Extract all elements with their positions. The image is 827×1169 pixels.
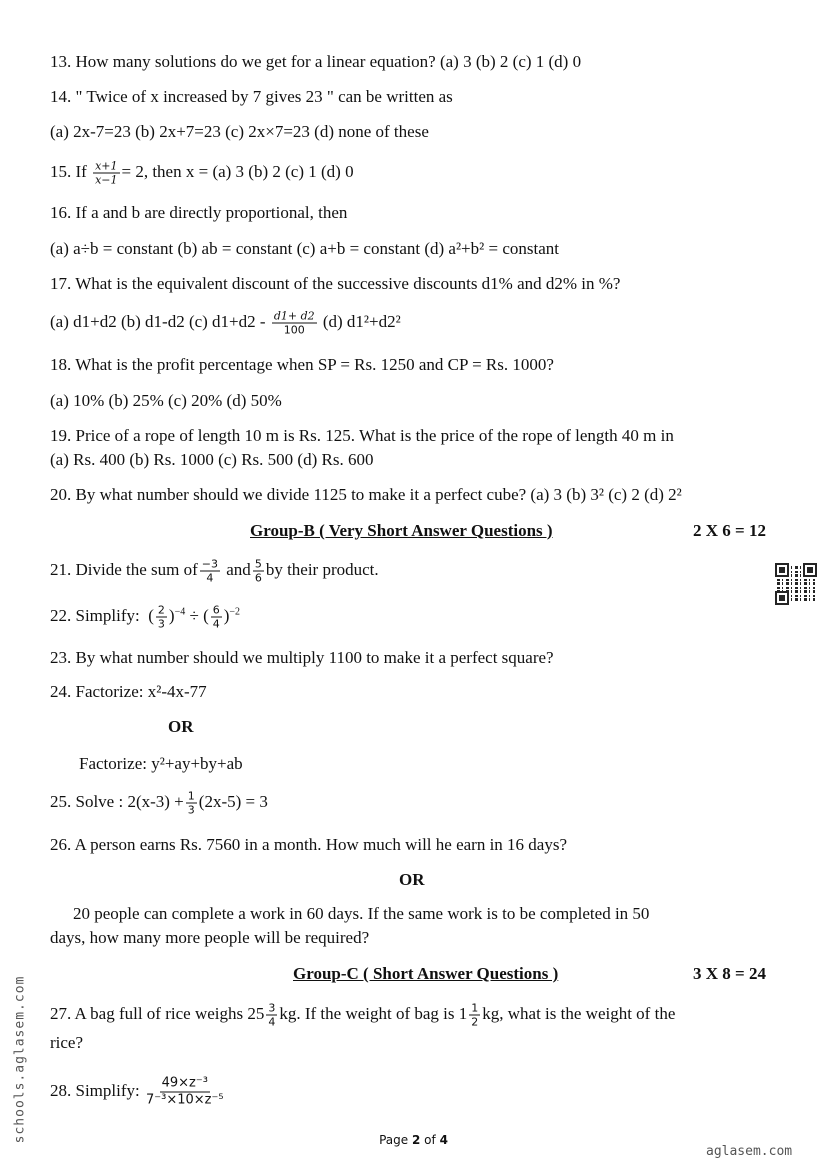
group-c-heading: Group-C ( Short Answer Questions ) [293, 964, 559, 983]
fraction: $\frac{d1+ d2}{100}$ [273, 309, 315, 337]
question-20: 20. By what number should we divide 1125 to make it a perfect cube? (a) 3 (b) 3² (c) 2 (d) 2² [50, 485, 682, 504]
question-26-alternative: 20 people can complete a work in 60 days. If the same work is to be completed in 50 [73, 904, 650, 923]
question-27-cont: rice? [50, 1033, 84, 1052]
question-16: 16. If a and b are directly proportional, then [50, 203, 348, 222]
question-14-options: (a) 2x-7=23 (b) 2x+7=23 (c) 2x×7=23 (d) none of these [50, 122, 429, 141]
qr-code [777, 565, 815, 603]
question-18: 18. What is the profit percentage when SP = Rs. 1250 and CP = Rs. 1000? [50, 355, 554, 374]
question-19: 19. Price of a rope of length 10 m is Rs. 125. What is the price of the rope of length 40 m in [50, 426, 674, 445]
question-23: 23. By what number should we multiply 1100 to make it a perfect square? [50, 648, 554, 667]
or-label: OR [399, 870, 425, 889]
question-26: 26. A person earns Rs. 7560 in a month. How much will he earn in 16 days? [50, 835, 568, 854]
or-label: OR [168, 717, 194, 736]
corner-watermark: aglasem.com [706, 1144, 793, 1159]
question-28: 28. Simplify: $\frac{\text{49×z⁻³}}{\text{7⁻³×10×z⁻⁵}}$ [50, 1075, 224, 1108]
question-21: 21. Divide the sum of $\frac{-3}{4}$ and $\frac{5}{6}$ by their product. [50, 557, 379, 585]
question-22: 22. Simplify: ( $\frac{2}{3}$ )$^{-4}$ ÷ ( $\frac{6}{4}$ )$^{-2}$ [50, 603, 241, 631]
question-27: 27. A bag full of rice weighs 25 $\frac{3}{4}$ kg. If the weight of bag is 1 $\frac{1}{2}$ kg, what is the weight of the [50, 1001, 676, 1029]
question-13: 13. How many solutions do we get for a linear equation? (a) 3 (b) 2 (c) 1 (d) 0 [50, 52, 582, 71]
fraction: $\frac{x+1}{x-1}$ [95, 159, 118, 187]
question-24-alternative: Factorize: y²+ay+by+ab [79, 754, 243, 773]
question-17-options: (a) d1+d2 (b) d1-d2 (c) d1+d2 - $\frac{d1+ d2}{100}$ (d) d1²+d2² [50, 309, 401, 337]
group-b-marks: 2 X 6 = 12 [693, 521, 766, 540]
page-footer: Page 2 of 4 [379, 1133, 448, 1147]
question-16-options: (a) a÷b = constant (b) ab = constant (c) a+b = constant (d) a²+b² = constant [50, 239, 559, 258]
question-24: 24. Factorize: x²-4x-77 [50, 682, 207, 701]
question-26-alternative-cont: days, how many more people will be required? [50, 928, 370, 947]
question-18-options: (a) 10% (b) 25% (c) 20% (d) 50% [50, 391, 282, 410]
question-17: 17. What is the equivalent discount of the successive discounts d1% and d2% in %? [50, 274, 621, 293]
question-14: 14. " Twice of x increased by 7 gives 23 " can be written as [50, 87, 453, 106]
question-25: 25. Solve : 2(x-3) + $\frac{1}{3}$ (2x-5) = 3 [50, 789, 268, 817]
group-b-heading: Group-B ( Very Short Answer Questions ) [250, 521, 553, 540]
question-15: 15. If $\frac{x+1}{x-1}$ = 2, then x = (a) 3 (b) 2 (c) 1 (d) 0 [50, 159, 354, 187]
question-19-options: (a) Rs. 400 (b) Rs. 1000 (c) Rs. 500 (d) Rs. 600 [50, 450, 374, 469]
side-watermark: schools.aglasem.com [12, 975, 28, 1144]
group-c-marks: 3 X 8 = 24 [693, 964, 766, 983]
